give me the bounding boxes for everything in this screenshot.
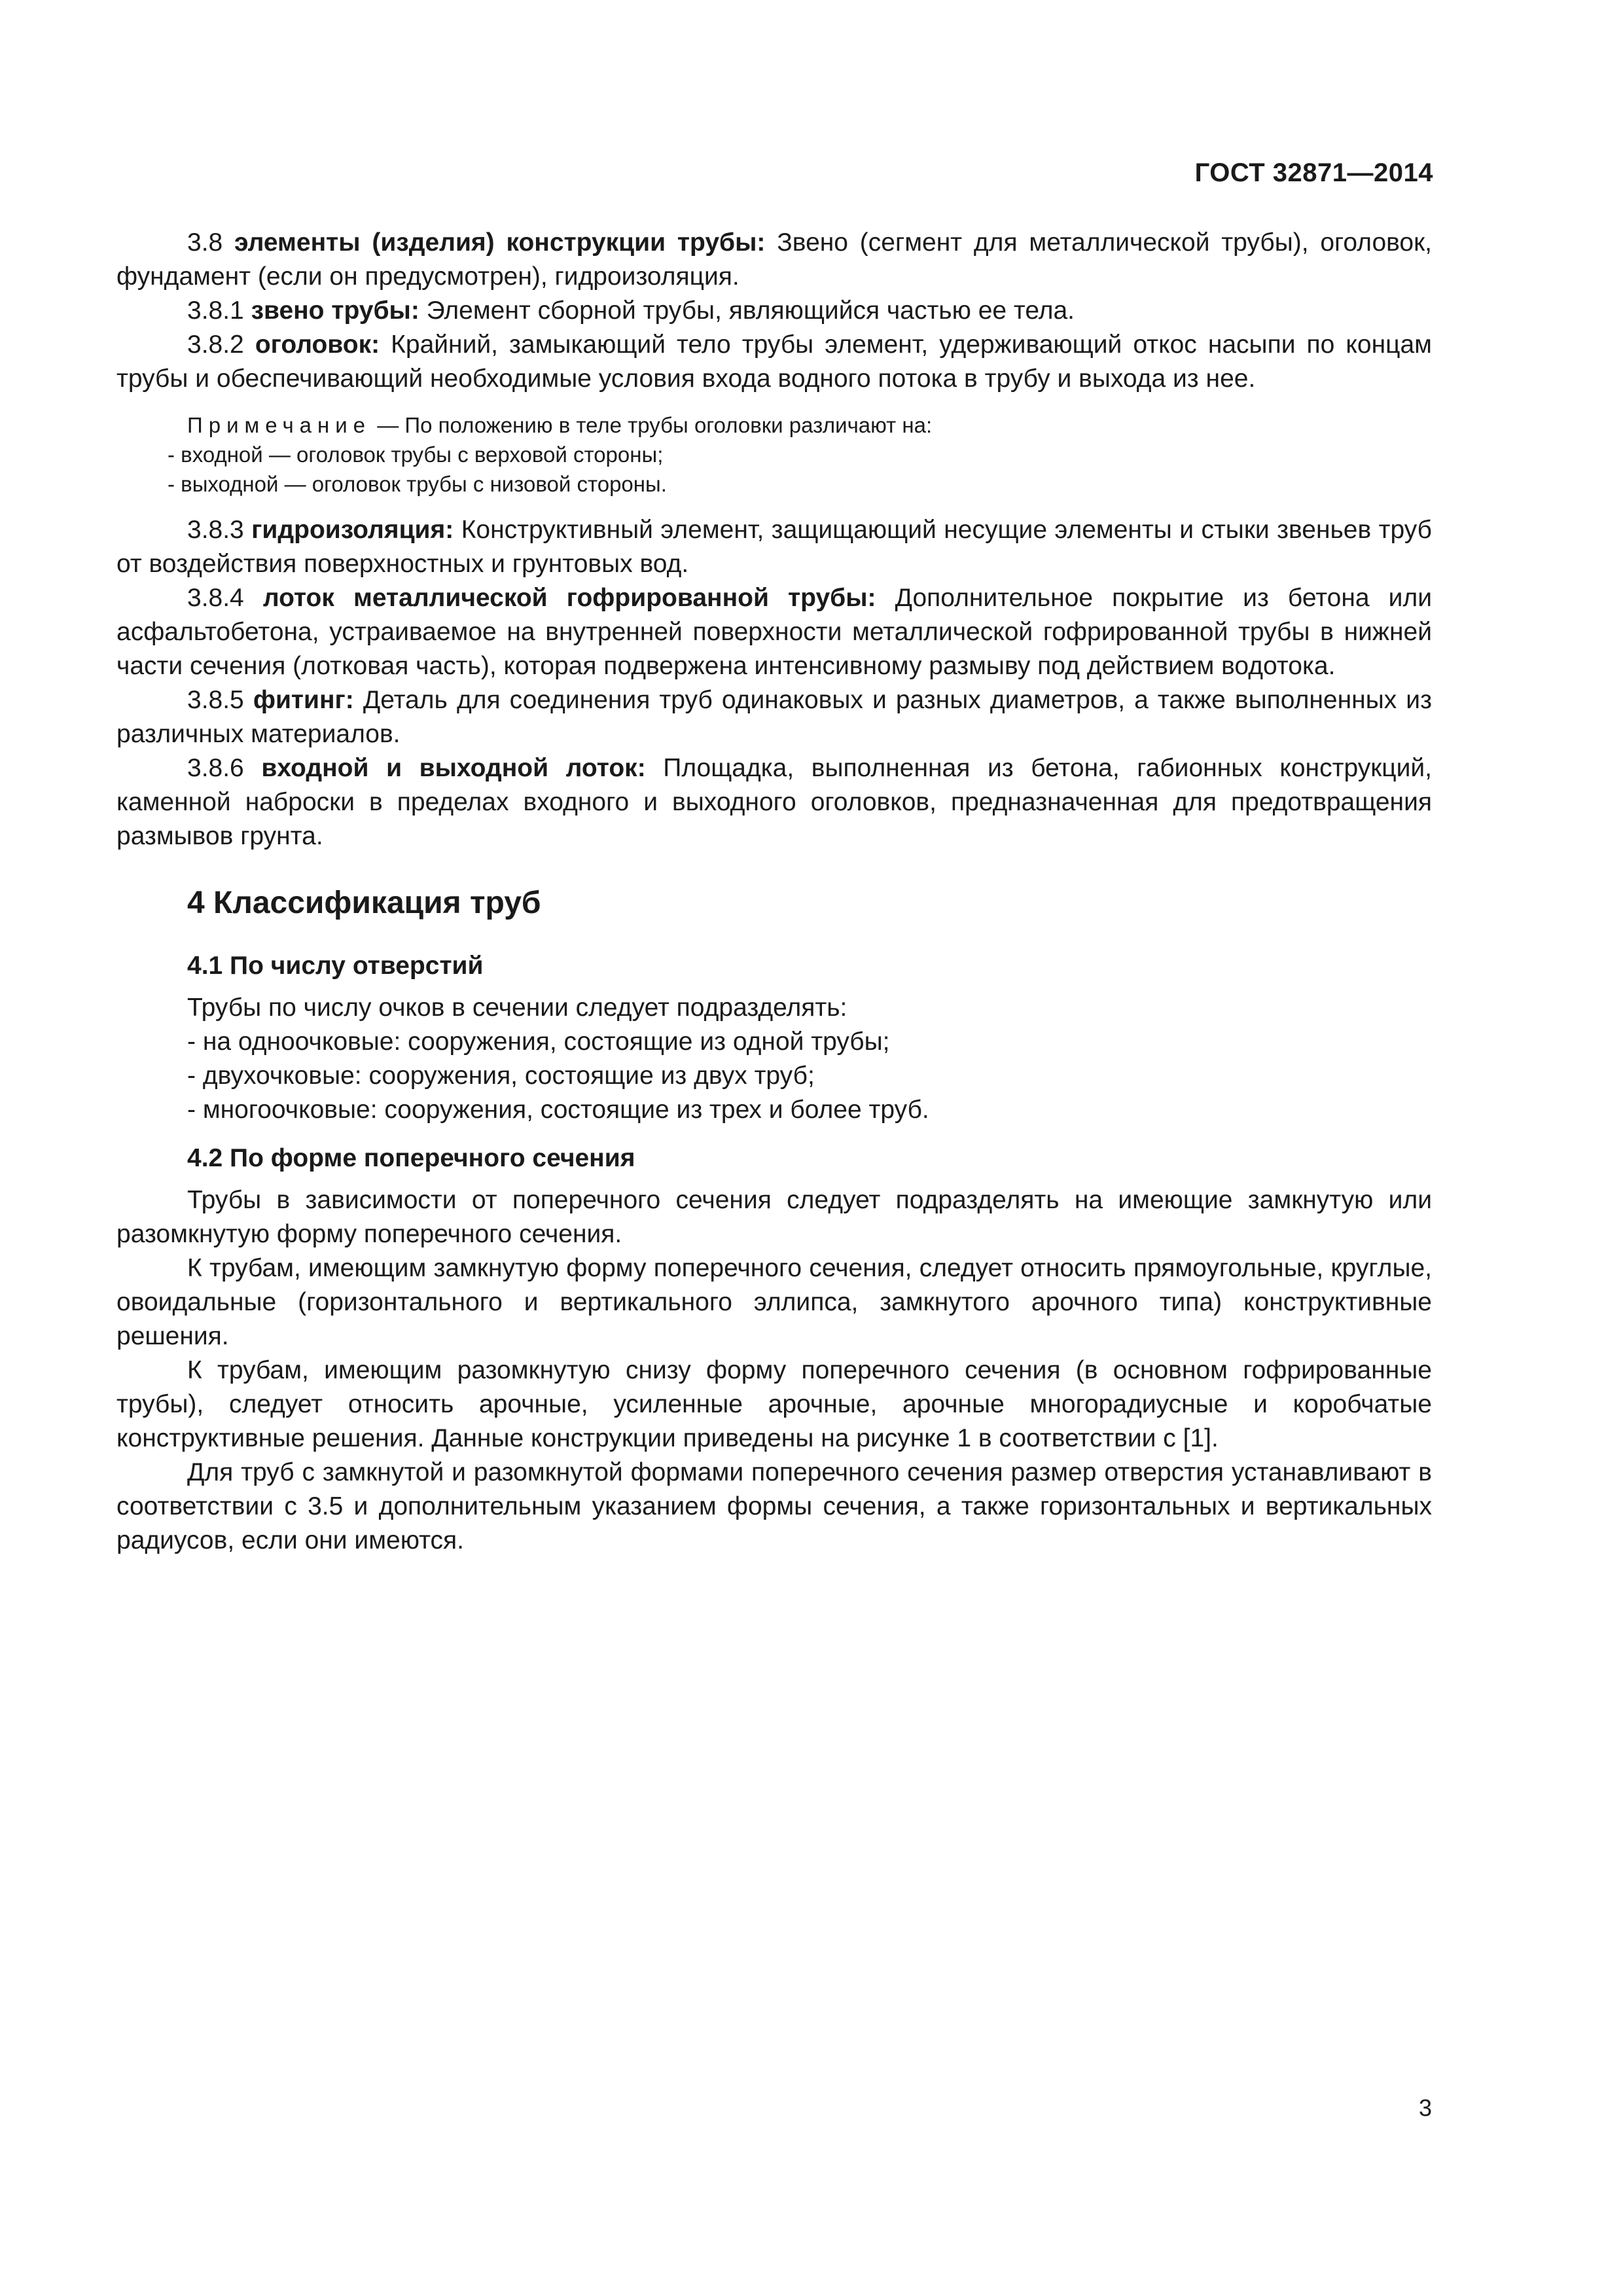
term: звено трубы: — [251, 296, 419, 325]
clause-number: 3.8.4 — [187, 584, 244, 612]
term: фитинг: — [253, 686, 354, 714]
definition-text: Дополнительное покрытие из бетона или асфальтобетона, устраиваемое на внутренней поверхности металлической гофрированной трубы в нижней части сечения (лотковая часть), которая подвержена интенсивному размыву под действием водотока. — [116, 584, 1432, 680]
definition-text: Конструктивный элемент, защищающий несущие элементы и стыки звеньев труб от воздействия поверхностных и грунтовых вод. — [116, 516, 1433, 578]
term: лоток металлической гофрированной трубы: — [262, 584, 876, 612]
clause-number: 3.8.5 — [187, 686, 244, 714]
list-item: - многоочковые: сооружения, состоящие из трех и более труб. — [187, 1096, 929, 1124]
note-item: - выходной — оголовок трубы с низовой стороны. — [168, 472, 667, 496]
list-item: - на одноочковые: сооружения, состоящие из одной трубы; — [187, 1028, 890, 1056]
page-number: 3 — [1418, 2094, 1432, 2121]
definition-text: Площадка, выполненная из бетона, габионных конструкций, каменной наброски в пределах входного и выходного оголовков, предназначенная для предотвращения размывов грунта. — [116, 754, 1433, 850]
clause-number: 3.8.6 — [187, 754, 244, 782]
clause-number: 3.8.3 — [187, 516, 244, 544]
term: входной и выходной лоток: — [261, 754, 646, 782]
list-intro: Трубы по числу очков в сечении следует подразделять: — [187, 994, 847, 1022]
paragraph: К трубам, имеющим замкнутую форму поперечного сечения, следует относить прямоугольные, круглые, овоидальные (горизонтального и вертикального эллипса, замкнутого арочного типа) конструктивные решения. — [116, 1254, 1432, 1350]
note-text: — По положению в теле трубы оголовки различают на: — [377, 413, 933, 437]
subsection-heading: 4.2 По форме поперечного сечения — [187, 1144, 635, 1172]
section-heading: 4 Классификация труб — [187, 886, 541, 920]
document-body — [116, 226, 1432, 1558]
note-heading — [116, 410, 1432, 440]
note-item: - входной — оголовок трубы с верховой стороны; — [168, 442, 664, 467]
document-id-header: ГОСТ 32871—2014 — [1194, 158, 1433, 187]
definition-3-8-3 — [116, 513, 1432, 581]
definition-3-8-1 — [116, 294, 1432, 328]
definition-text: Деталь для соединения труб одинаковых и разных диаметров, а также выполненных из различных материалов. — [116, 686, 1432, 748]
clause-number: 3.8.1 — [187, 296, 244, 325]
note-label: Примечание — [187, 413, 372, 437]
definition-3-8-5 — [116, 683, 1432, 751]
subsection-heading: 4.1 По числу отверстий — [187, 952, 484, 980]
definition-text: Звено (сегмент для металлической трубы), оголовок, фундамент (если он предусмотрен), гидроизоляция. — [116, 228, 1433, 291]
definition-text: Крайний, замыкающий тело трубы элемент, удерживающий откос насыпи по концам трубы и обеспечивающий необходимые условия входа водного потока в трубу и выхода из нее. — [116, 331, 1432, 393]
term: элементы (изделия) конструкции трубы: — [234, 228, 766, 257]
note-block — [116, 410, 1432, 499]
paragraph: К трубам, имеющим разомкнутую снизу форму поперечного сечения (в основном гофрированные трубы), следует относить арочные, усиленные арочные, арочные многорадиусные и коробчатые конструктивные решения. Данные конструкции приведены на рисунке 1 в соответствии с [1]. — [116, 1356, 1432, 1452]
list-item: - двухочковые: сооружения, состоящие из двух труб; — [187, 1062, 815, 1090]
clause-number: 3.8 — [187, 228, 223, 257]
paragraph: Трубы в зависимости от поперечного сечения следует подразделять на имеющие замкнутую или разомкнутую форму поперечного сечения. — [116, 1186, 1432, 1248]
definition-3-8 — [116, 226, 1432, 294]
clause-number: 3.8.2 — [187, 331, 244, 359]
term: оголовок: — [255, 331, 380, 359]
definition-3-8-4 — [116, 581, 1432, 683]
definition-text: Элемент сборной трубы, являющийся частью ее тела. — [426, 296, 1075, 325]
definition-3-8-2 — [116, 328, 1432, 396]
paragraph: Для труб с замкнутой и разомкнутой формами поперечного сечения размер отверстия устанавливают в соответствии с 3.5 и дополнительным указанием формы сечения, а также горизонтальных и вертикальных радиусов, если они имеются. — [116, 1458, 1432, 1554]
definition-3-8-6 — [116, 751, 1432, 853]
term: гидроизоляция: — [251, 516, 454, 544]
